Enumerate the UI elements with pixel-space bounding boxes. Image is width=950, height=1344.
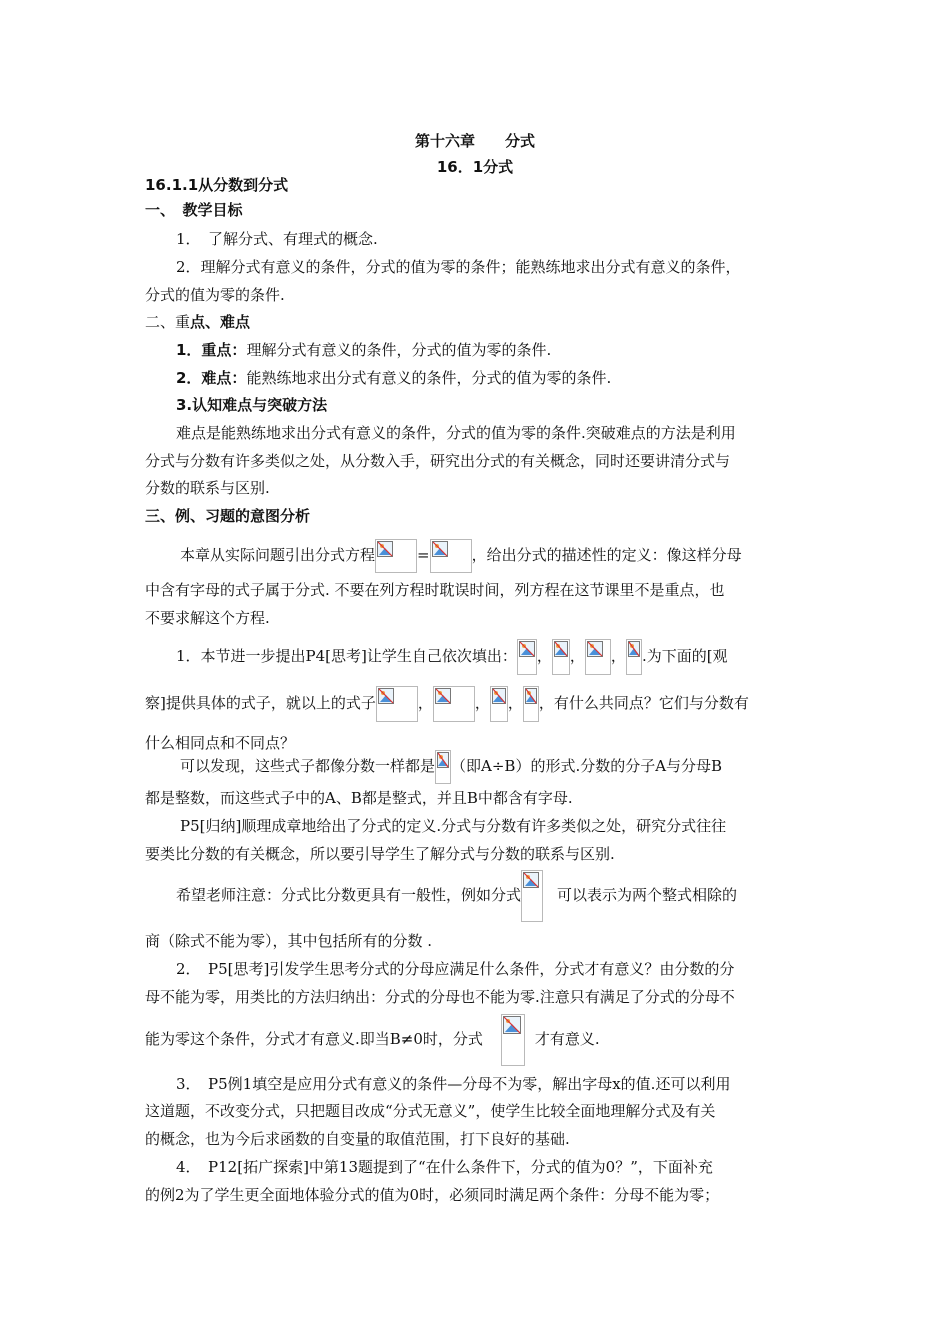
fraction-image bbox=[521, 870, 543, 922]
comma: ， bbox=[474, 694, 490, 712]
analysis-intro-line1 bbox=[180, 537, 742, 573]
fraction-image bbox=[376, 686, 418, 722]
objective-2-line2: 分式的值为零的条件. bbox=[145, 286, 285, 304]
broken-image-icon bbox=[492, 688, 506, 704]
heading-analysis: 三、例、习题的意图分析 bbox=[145, 507, 311, 525]
analysis-intro-line3: 不要求解这个方程. bbox=[145, 609, 270, 627]
section2-line2: 母不能为零，用类比的方法归纳出：分式的分母也不能为零.注意只有满足了分式的分母不 bbox=[145, 988, 735, 1006]
section1-line4 bbox=[180, 748, 722, 784]
difficulty-text: 能熟练地求出分式有意义的条件，分式的值为零的条件. bbox=[246, 369, 612, 387]
keypoint-text: 理解分式有意义的条件，分式的值为零的条件. bbox=[246, 341, 552, 359]
s1-line2-text-b: ，有什么共同点？它们与分数有 bbox=[538, 694, 749, 712]
note-text-b: 可以表示为两个整式相除的 bbox=[557, 886, 738, 904]
broken-image-icon bbox=[435, 688, 451, 704]
section1-line6: P5[归纳]顺理成章地给出了分式的定义.分式与分数有许多类似之处，研究分式往往 bbox=[180, 817, 727, 835]
difficulty-line bbox=[176, 367, 611, 389]
note-text-a: 希望老师注意：分式比分数更具有一般性，例如分式 bbox=[176, 886, 522, 904]
section2-line1: 2． P5[思考]引发学生思考分式的分母应满足什么条件，分式才有意义？由分数的分 bbox=[176, 960, 735, 978]
methods-line3: 分数的联系与区别. bbox=[145, 479, 270, 497]
analysis-intro-line2: 中含有字母的式子属于分式. 不要在列方程时耽误时间，列方程在这节课里不是重点，也 bbox=[145, 581, 725, 599]
comma: ， bbox=[569, 647, 585, 665]
section3-line3: 的概念，也为今后求函数的自变量的取值范围，打下良好的基础. bbox=[145, 1130, 570, 1148]
s2-line3-text-a: 能为零这个条件，分式才有意义.即当B≠0时，分式 bbox=[145, 1030, 483, 1048]
section1-line2 bbox=[145, 684, 749, 722]
section4-line2: 的例2为了学生更全面地体验分式的值为0时，必须同时满足两个条件：分母不能为零； bbox=[145, 1186, 720, 1204]
note-line1 bbox=[176, 868, 737, 922]
fraction-image bbox=[501, 1014, 525, 1066]
equals-sign: = bbox=[417, 546, 430, 564]
objective-2-line1: 2．理解分式有意义的条件，分式的值为零的条件；能熟练地求出分式有意义的条件， bbox=[176, 258, 741, 276]
broken-image-icon bbox=[432, 541, 448, 557]
comma: ， bbox=[536, 647, 552, 665]
broken-image-icon bbox=[523, 872, 539, 888]
section1-line7: 要类比分数的有关概念，所以要引导学生了解分式与分数的联系与区别. bbox=[145, 845, 615, 863]
methods-line2: 分式与分数有许多类似之处，从分数入手，研究出分式的有关概念，同时还要讲清分式与 bbox=[145, 452, 731, 470]
fraction-image bbox=[552, 639, 570, 675]
broken-image-icon bbox=[587, 641, 603, 657]
fraction-image bbox=[430, 539, 472, 573]
broken-image-icon bbox=[525, 688, 537, 704]
section2-line3 bbox=[145, 1012, 600, 1066]
section1-line5: 都是整数，而这些式子中的A、B都是整式，并且B中都含有字母. bbox=[145, 789, 573, 807]
keypoint-label: 1．重点： bbox=[176, 341, 247, 359]
s1-text-a: 1．本节进一步提出P4[思考]让学生自己依次填出： bbox=[176, 647, 517, 665]
heading-keypoints bbox=[145, 311, 250, 333]
intro-text-b: ，给出分式的描述性的定义：像这样分母 bbox=[471, 546, 742, 564]
broken-image-icon bbox=[503, 1016, 521, 1034]
section1-line3: 什么相同点和不同点？ bbox=[145, 734, 296, 752]
comma: ， bbox=[417, 694, 433, 712]
methods-line1: 难点是能熟练地求出分式有意义的条件，分式的值为零的条件.突破难点的方法是利用 bbox=[176, 424, 736, 442]
broken-image-icon bbox=[377, 541, 393, 557]
heading-objectives: 一、 教学目标 bbox=[145, 201, 243, 219]
fraction-image bbox=[435, 750, 451, 784]
section3-line1: 3． P5例1填空是应用分式有意义的条件—分母不为零，解出字母x的值.还可以利用 bbox=[176, 1075, 731, 1093]
fraction-image bbox=[585, 639, 611, 675]
comma: ， bbox=[507, 694, 523, 712]
s2-line3-text-b: 才有意义. bbox=[534, 1030, 600, 1048]
keypoint-line bbox=[176, 339, 551, 361]
section3-line2: 这道题，不改变分式，只把题目改成“分式无意义”，使学生比较全面地理解分式及有关 bbox=[145, 1102, 716, 1120]
broken-image-icon bbox=[628, 641, 640, 657]
heading-keypoints-a: 二、重 bbox=[145, 313, 191, 331]
s1-line2-text-a: 察]提供具体的式子，就以上的式子 bbox=[145, 694, 376, 712]
section1-line1 bbox=[176, 637, 728, 675]
difficulty-label: 2．难点： bbox=[176, 369, 247, 387]
fraction-image bbox=[490, 686, 508, 722]
broken-image-icon bbox=[554, 641, 568, 657]
s1-line4-text-a: 可以发现，这些式子都像分数一样都是 bbox=[180, 757, 436, 775]
fraction-image bbox=[523, 686, 539, 722]
objective-1: 1． 了解分式、有理式的概念. bbox=[176, 230, 378, 248]
fraction-image bbox=[375, 539, 417, 573]
note-line2: 商（除式不能为零），其中包括所有的分数 . bbox=[145, 932, 433, 950]
heading-keypoints-b: 点、难点 bbox=[190, 313, 251, 331]
intro-text-a: 本章从实际问题引出分式方程 bbox=[180, 546, 376, 564]
s1-line4-text-b: （即A÷B）的形式.分数的分子A与分母B bbox=[451, 757, 723, 775]
fraction-image bbox=[433, 686, 475, 722]
subheading-methods: 3.认知难点与突破方法 bbox=[176, 396, 328, 414]
section4-line1: 4． P12[拓广探索]中第13题提到了“在什么条件下，分式的值为0？”，下面补充 bbox=[176, 1158, 713, 1176]
fraction-image bbox=[626, 639, 642, 675]
chapter-title: 第十六章 分式 bbox=[414, 132, 535, 150]
lesson-title: 16.1.1从分数到分式 bbox=[145, 176, 289, 194]
broken-image-icon bbox=[437, 752, 449, 768]
comma: ， bbox=[610, 647, 626, 665]
section-title: 16．1分式 bbox=[436, 158, 514, 176]
fraction-image bbox=[517, 639, 537, 675]
broken-image-icon bbox=[519, 641, 535, 657]
broken-image-icon bbox=[378, 688, 394, 704]
s1-text-b: .为下面的[观 bbox=[641, 647, 728, 665]
